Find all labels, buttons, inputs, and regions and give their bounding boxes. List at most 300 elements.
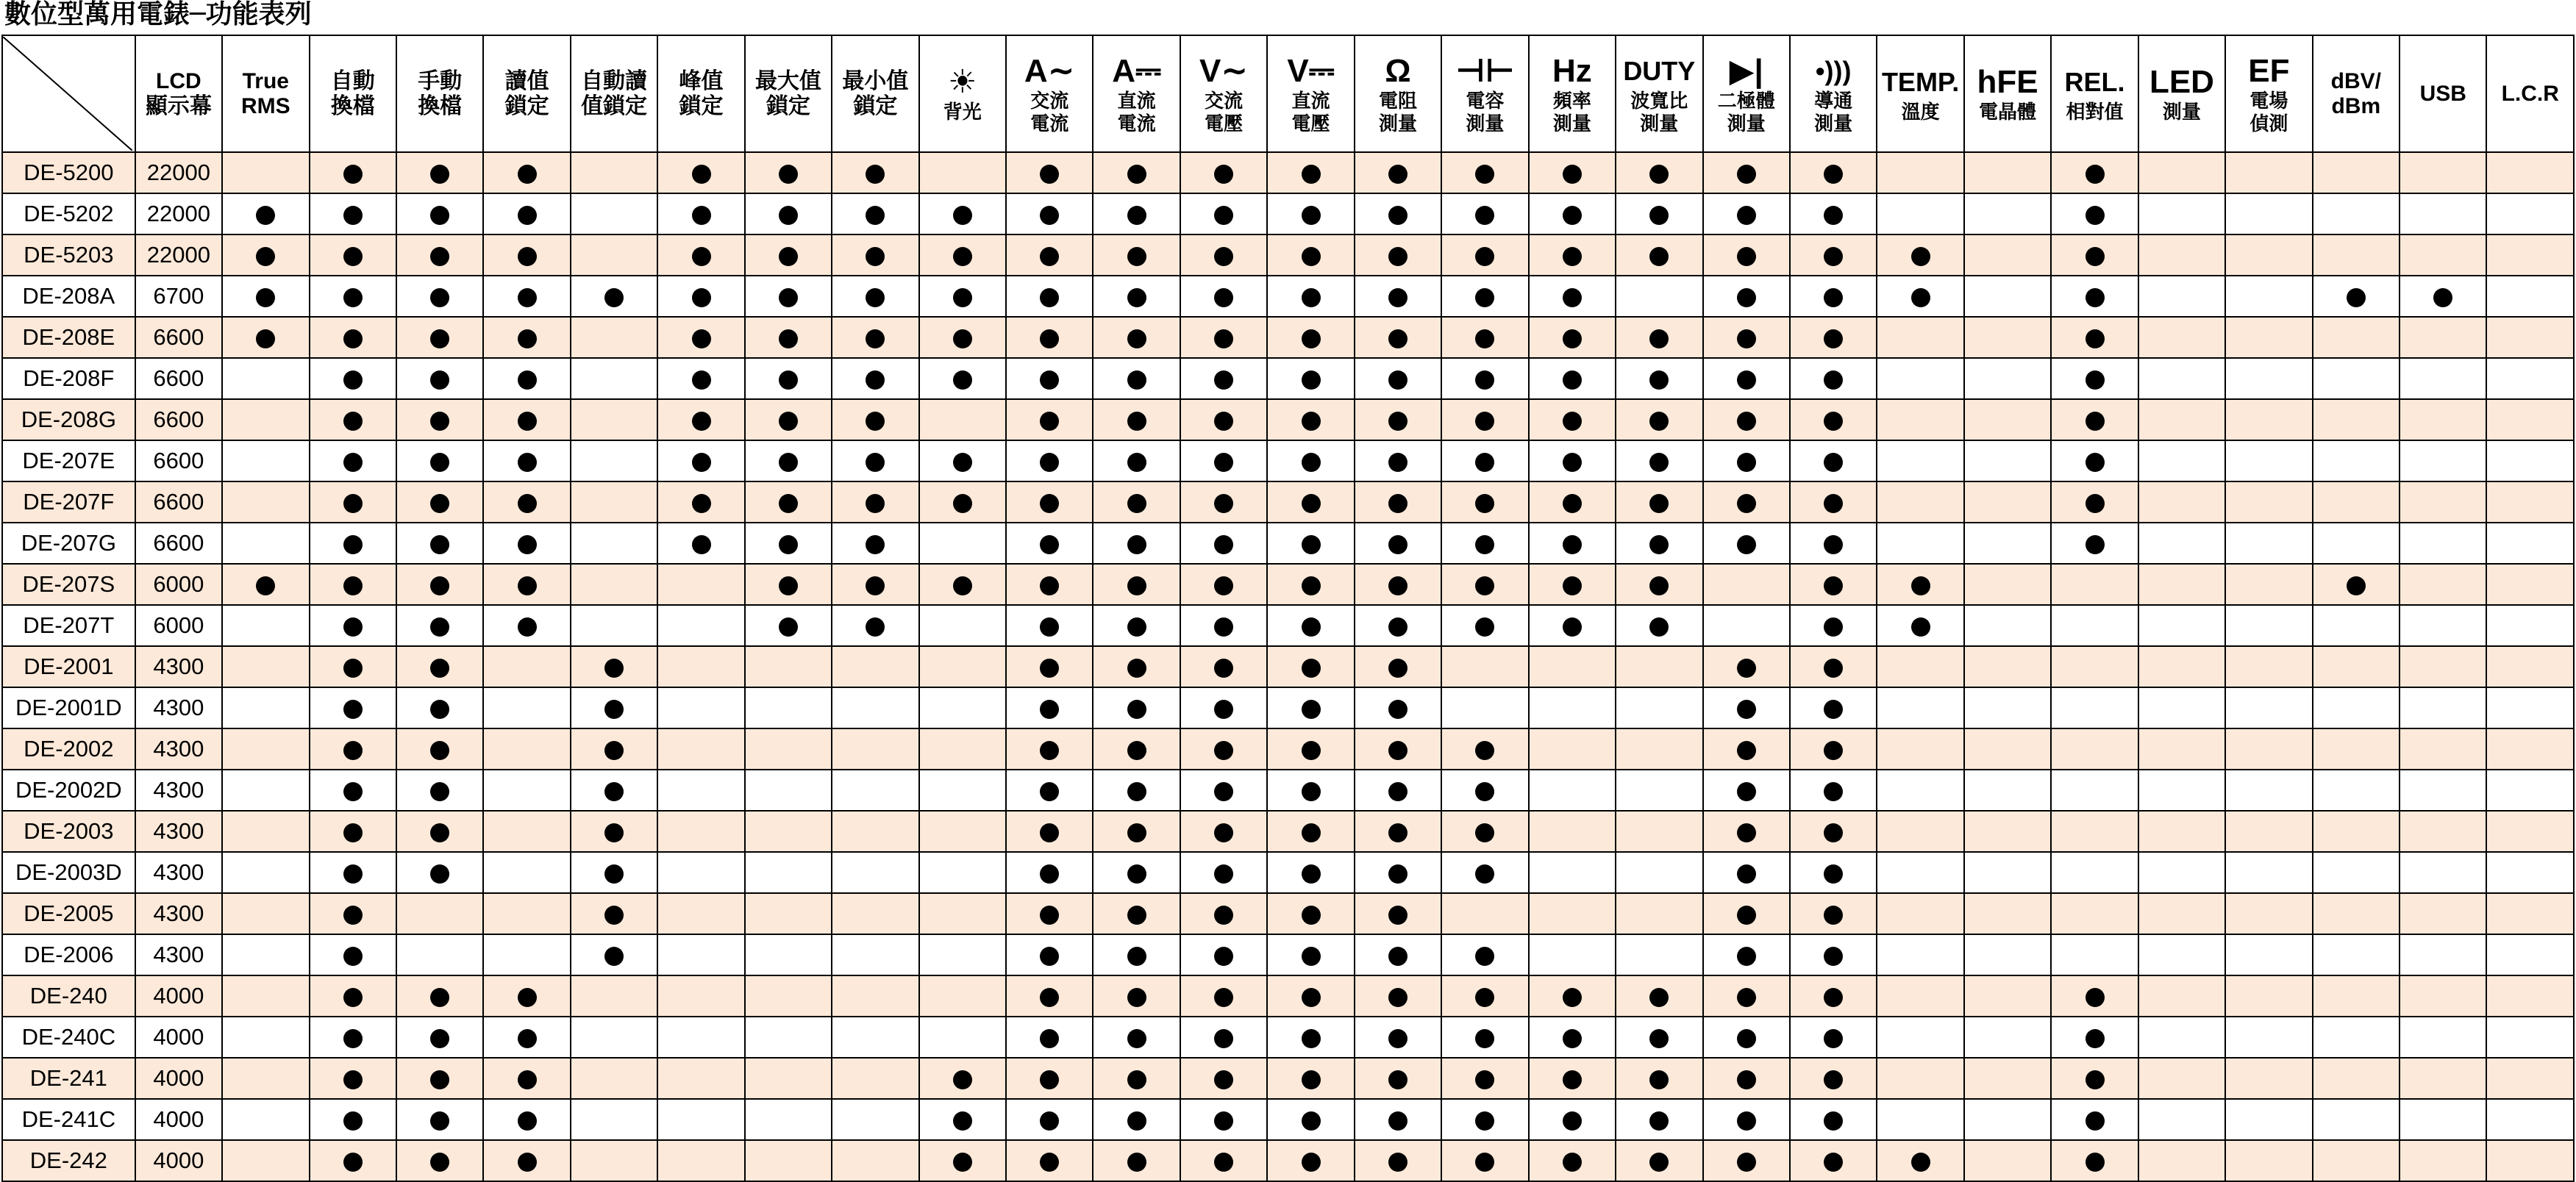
feature-cell-rel — [2051, 811, 2138, 852]
supported-dot-icon — [1302, 370, 1321, 390]
supported-dot-icon — [1388, 659, 1407, 678]
table-row — [2, 1099, 2574, 1140]
supported-dot-icon — [1737, 412, 1756, 431]
supported-dot-icon — [1824, 576, 1843, 595]
header-label: 波寬比 測量 — [1630, 89, 1688, 135]
feature-cell-acv — [1180, 317, 1267, 358]
feature-cell-rel — [2051, 646, 2138, 687]
feature-cell-backlight — [919, 975, 1006, 1017]
supported-dot-icon — [1040, 165, 1059, 184]
supported-dot-icon — [1475, 988, 1494, 1007]
feature-cell-dcv — [1267, 152, 1354, 193]
feature-cell-dbv — [2313, 1140, 2400, 1181]
supported-dot-icon — [1388, 453, 1407, 472]
feature-cell-dbv — [2313, 523, 2400, 564]
header-autohold — [571, 35, 657, 152]
feature-cell-aca — [1006, 975, 1093, 1017]
feature-cell-hold — [483, 1017, 570, 1058]
diagonal-line — [3, 37, 132, 151]
feature-cell-temp — [1877, 934, 1963, 975]
supported-dot-icon — [1302, 329, 1321, 348]
feature-cell-ef — [2225, 564, 2312, 605]
supported-dot-icon — [1214, 370, 1233, 390]
feature-cell-led — [2138, 152, 2225, 193]
feature-cell-truerms — [222, 399, 309, 440]
feature-cell-peak — [657, 193, 744, 234]
supported-dot-icon — [430, 659, 449, 678]
feature-cell-acv — [1180, 852, 1267, 893]
feature-cell-autohold — [571, 440, 657, 481]
feature-cell-hold — [483, 152, 570, 193]
supported-dot-icon — [343, 165, 363, 184]
model-cell: DE-242 — [2, 1140, 135, 1181]
supported-dot-icon — [1214, 617, 1233, 637]
feature-cell-min — [832, 317, 918, 358]
feature-cell-led — [2138, 934, 2225, 975]
feature-cell-autohold — [571, 193, 657, 234]
supported-dot-icon — [1127, 329, 1146, 348]
supported-dot-icon — [1475, 782, 1494, 801]
supported-dot-icon — [1302, 288, 1321, 307]
feature-cell-auto — [310, 399, 396, 440]
feature-cell-autohold — [571, 234, 657, 276]
supported-dot-icon — [1302, 1029, 1321, 1048]
supported-dot-icon — [692, 206, 711, 225]
feature-cell-hold — [483, 523, 570, 564]
supported-dot-icon — [1475, 247, 1494, 266]
supported-dot-icon — [1737, 247, 1756, 266]
feature-cell-max — [745, 1140, 832, 1181]
feature-cell-aca — [1006, 358, 1093, 399]
feature-cell-aca — [1006, 276, 1093, 317]
supported-dot-icon — [1475, 1029, 1494, 1048]
feature-cell-led — [2138, 481, 2225, 523]
feature-cell-autohold — [571, 481, 657, 523]
feature-cell-rel — [2051, 564, 2138, 605]
supported-dot-icon — [779, 247, 798, 266]
corner-cell — [2, 35, 135, 152]
feature-cell-min — [832, 440, 918, 481]
feature-cell-temp — [1877, 1058, 1963, 1099]
feature-cell-ef — [2225, 728, 2312, 770]
feature-cell-lcr — [2486, 728, 2574, 770]
feature-cell-aca — [1006, 399, 1093, 440]
dca-icon: A⎓ — [1112, 52, 1162, 89]
feature-cell-acv — [1180, 811, 1267, 852]
supported-dot-icon — [518, 1153, 537, 1172]
feature-cell-hfe — [1964, 317, 2051, 358]
feature-cell-diode — [1703, 770, 1790, 811]
feature-cell-backlight — [919, 852, 1006, 893]
feature-cell-backlight — [919, 811, 1006, 852]
model-cell: DE-2005 — [2, 893, 135, 934]
supported-dot-icon — [1127, 576, 1146, 595]
supported-dot-icon — [779, 370, 798, 390]
feature-cell-dcv — [1267, 1140, 1354, 1181]
feature-cell-backlight — [919, 1058, 1006, 1099]
feature-cell-backlight — [919, 770, 1006, 811]
feature-cell-duty — [1616, 152, 1702, 193]
feature-cell-dca — [1093, 399, 1180, 440]
supported-dot-icon — [1040, 494, 1059, 513]
feature-cell-ef — [2225, 358, 2312, 399]
feature-cell-temp — [1877, 1017, 1963, 1058]
header-lcr — [2486, 35, 2574, 152]
feature-cell-hold — [483, 1058, 570, 1099]
feature-cell-usb — [2400, 1140, 2486, 1181]
feature-cell-truerms — [222, 358, 309, 399]
supported-dot-icon — [604, 906, 624, 925]
header-auto — [310, 35, 396, 152]
supported-dot-icon — [1824, 494, 1843, 513]
feature-cell-rel — [2051, 1058, 2138, 1099]
feature-cell-ohm — [1355, 564, 1441, 605]
header-hz — [1529, 35, 1616, 152]
supported-dot-icon — [1649, 453, 1669, 472]
header-label: 二極體 測量 — [1717, 89, 1775, 135]
supported-dot-icon — [1911, 288, 1930, 307]
feature-cell-cap — [1441, 811, 1528, 852]
supported-dot-icon — [518, 617, 537, 637]
feature-cell-cont — [1790, 564, 1877, 605]
supported-dot-icon — [1737, 700, 1756, 719]
feature-cell-led — [2138, 770, 2225, 811]
feature-cell-ef — [2225, 975, 2312, 1017]
header-row — [2, 35, 2574, 152]
feature-cell-max — [745, 975, 832, 1017]
table-row — [2, 770, 2574, 811]
feature-cell-aca — [1006, 234, 1093, 276]
feature-cell-max — [745, 276, 832, 317]
lcd-count-cell: 22000 — [135, 193, 222, 234]
supported-dot-icon — [1214, 906, 1233, 925]
hz-icon: Hz — [1552, 52, 1592, 89]
feature-cell-autohold — [571, 728, 657, 770]
supported-dot-icon — [1475, 329, 1494, 348]
supported-dot-icon — [1824, 947, 1843, 966]
feature-cell-usb — [2400, 646, 2486, 687]
feature-cell-diode — [1703, 152, 1790, 193]
feature-cell-auto — [310, 770, 396, 811]
supported-dot-icon — [1475, 453, 1494, 472]
feature-cell-usb — [2400, 687, 2486, 728]
feature-cell-auto — [310, 1140, 396, 1181]
feature-cell-dcv — [1267, 687, 1354, 728]
header-max — [745, 35, 832, 152]
feature-cell-manual — [396, 687, 483, 728]
supported-dot-icon — [256, 206, 275, 225]
feature-cell-led — [2138, 523, 2225, 564]
supported-dot-icon — [343, 782, 363, 801]
feature-cell-dcv — [1267, 481, 1354, 523]
feature-cell-autohold — [571, 605, 657, 646]
supported-dot-icon — [779, 288, 798, 307]
supported-dot-icon — [692, 247, 711, 266]
supported-dot-icon — [779, 329, 798, 348]
feature-cell-hold — [483, 728, 570, 770]
feature-cell-min — [832, 234, 918, 276]
lcd-count-cell: 4000 — [135, 1058, 222, 1099]
feature-cell-dbv — [2313, 852, 2400, 893]
header-label: 頻率 測量 — [1552, 89, 1591, 135]
feature-cell-hfe — [1964, 1099, 2051, 1140]
supported-dot-icon — [518, 247, 537, 266]
supported-dot-icon — [1214, 823, 1233, 842]
feature-cell-hz — [1529, 1058, 1616, 1099]
feature-cell-ef — [2225, 481, 2312, 523]
feature-cell-led — [2138, 852, 2225, 893]
lcd-count-cell: 4300 — [135, 811, 222, 852]
supported-dot-icon — [1302, 864, 1321, 884]
supported-dot-icon — [1737, 782, 1756, 801]
lcd-count-cell: 4300 — [135, 646, 222, 687]
supported-dot-icon — [1127, 741, 1146, 760]
supported-dot-icon — [430, 247, 449, 266]
feature-cell-manual — [396, 605, 483, 646]
temp-icon: TEMP. — [1881, 67, 1960, 97]
feature-cell-backlight — [919, 1140, 1006, 1181]
feature-cell-backlight — [919, 728, 1006, 770]
supported-dot-icon — [1649, 206, 1669, 225]
supported-dot-icon — [1475, 288, 1494, 307]
feature-cell-backlight — [919, 440, 1006, 481]
feature-cell-led — [2138, 399, 2225, 440]
feature-cell-acv — [1180, 975, 1267, 1017]
feature-cell-peak — [657, 770, 744, 811]
feature-cell-led — [2138, 1140, 2225, 1181]
supported-dot-icon — [2086, 329, 2105, 348]
supported-dot-icon — [1040, 576, 1059, 595]
supported-dot-icon — [1388, 1029, 1407, 1048]
supported-dot-icon — [343, 288, 363, 307]
feature-cell-dbv — [2313, 893, 2400, 934]
supported-dot-icon — [518, 988, 537, 1007]
feature-cell-lcr — [2486, 1140, 2574, 1181]
supported-dot-icon — [1127, 617, 1146, 637]
supported-dot-icon — [518, 288, 537, 307]
supported-dot-icon — [430, 494, 449, 513]
feature-cell-ohm — [1355, 1099, 1441, 1140]
supported-dot-icon — [1824, 1070, 1843, 1089]
feature-cell-dcv — [1267, 811, 1354, 852]
feature-cell-aca — [1006, 934, 1093, 975]
feature-cell-max — [745, 317, 832, 358]
feature-cell-manual — [396, 893, 483, 934]
supported-dot-icon — [1388, 1111, 1407, 1131]
feature-cell-auto — [310, 728, 396, 770]
feature-cell-cont — [1790, 317, 1877, 358]
supported-dot-icon — [1737, 165, 1756, 184]
feature-cell-lcr — [2486, 276, 2574, 317]
supported-dot-icon — [953, 329, 972, 348]
header-duty — [1616, 35, 1702, 152]
feature-cell-cap — [1441, 646, 1528, 687]
feature-cell-cont — [1790, 152, 1877, 193]
feature-cell-hz — [1529, 852, 1616, 893]
feature-cell-usb — [2400, 852, 2486, 893]
feature-cell-min — [832, 728, 918, 770]
feature-cell-dca — [1093, 1140, 1180, 1181]
supported-dot-icon — [1214, 494, 1233, 513]
supported-dot-icon — [1563, 1153, 1582, 1172]
lcd-count-cell: 4000 — [135, 1017, 222, 1058]
supported-dot-icon — [692, 329, 711, 348]
feature-cell-temp — [1877, 646, 1963, 687]
feature-cell-truerms — [222, 852, 309, 893]
supported-dot-icon — [1040, 1029, 1059, 1048]
feature-cell-rel — [2051, 1017, 2138, 1058]
supported-dot-icon — [1388, 247, 1407, 266]
feature-cell-aca — [1006, 152, 1093, 193]
feature-cell-ef — [2225, 399, 2312, 440]
supported-dot-icon — [430, 1111, 449, 1131]
feature-cell-ef — [2225, 811, 2312, 852]
feature-cell-truerms — [222, 152, 309, 193]
feature-cell-aca — [1006, 1099, 1093, 1140]
feature-cell-duty — [1616, 481, 1702, 523]
supported-dot-icon — [518, 329, 537, 348]
header-hfe — [1964, 35, 2051, 152]
feature-cell-led — [2138, 440, 2225, 481]
supported-dot-icon — [1475, 535, 1494, 554]
feature-cell-dbv — [2313, 276, 2400, 317]
supported-dot-icon — [1649, 1153, 1669, 1172]
supported-dot-icon — [1824, 288, 1843, 307]
supported-dot-icon — [1302, 453, 1321, 472]
feature-cell-rel — [2051, 152, 2138, 193]
header-truerms — [222, 35, 309, 152]
supported-dot-icon — [1214, 165, 1233, 184]
feature-cell-diode — [1703, 481, 1790, 523]
supported-dot-icon — [1214, 412, 1233, 431]
feature-cell-truerms — [222, 1058, 309, 1099]
supported-dot-icon — [1388, 700, 1407, 719]
header-label: 交流 電壓 — [1205, 89, 1244, 135]
header-label: 背光 — [943, 101, 982, 123]
supported-dot-icon — [1824, 535, 1843, 554]
feature-cell-peak — [657, 934, 744, 975]
feature-cell-autohold — [571, 317, 657, 358]
feature-cell-diode — [1703, 317, 1790, 358]
feature-cell-temp — [1877, 687, 1963, 728]
supported-dot-icon — [343, 206, 363, 225]
feature-cell-autohold — [571, 358, 657, 399]
feature-cell-rel — [2051, 1099, 2138, 1140]
feature-cell-hold — [483, 564, 570, 605]
header-label: 手動 換檔 — [418, 68, 463, 118]
feature-cell-ohm — [1355, 934, 1441, 975]
feature-cell-auto — [310, 358, 396, 399]
feature-cell-auto — [310, 1099, 396, 1140]
feature-cell-aca — [1006, 1140, 1093, 1181]
supported-dot-icon — [1737, 1070, 1756, 1089]
feature-cell-diode — [1703, 893, 1790, 934]
feature-cell-min — [832, 811, 918, 852]
feature-cell-aca — [1006, 893, 1093, 934]
header-label: 自動 換檔 — [330, 68, 375, 118]
supported-dot-icon — [1302, 617, 1321, 637]
lcd-count-cell: 4300 — [135, 893, 222, 934]
feature-cell-cont — [1790, 687, 1877, 728]
supported-dot-icon — [1302, 947, 1321, 966]
supported-dot-icon — [1737, 329, 1756, 348]
feature-cell-backlight — [919, 1017, 1006, 1058]
supported-dot-icon — [1824, 700, 1843, 719]
supported-dot-icon — [256, 329, 275, 348]
supported-dot-icon — [1302, 247, 1321, 266]
feature-cell-acv — [1180, 1017, 1267, 1058]
feature-cell-cont — [1790, 770, 1877, 811]
feature-cell-led — [2138, 317, 2225, 358]
feature-cell-lcr — [2486, 605, 2574, 646]
feature-cell-rel — [2051, 605, 2138, 646]
feature-cell-hfe — [1964, 1017, 2051, 1058]
supported-dot-icon — [1737, 535, 1756, 554]
supported-dot-icon — [1388, 906, 1407, 925]
supported-dot-icon — [1388, 412, 1407, 431]
feature-cell-backlight — [919, 605, 1006, 646]
feature-cell-truerms — [222, 811, 309, 852]
feature-cell-led — [2138, 564, 2225, 605]
supported-dot-icon — [604, 288, 624, 307]
supported-dot-icon — [1649, 535, 1669, 554]
feature-cell-cap — [1441, 1058, 1528, 1099]
feature-cell-manual — [396, 1058, 483, 1099]
feature-cell-duty — [1616, 811, 1702, 852]
feature-cell-dcv — [1267, 358, 1354, 399]
feature-cell-duty — [1616, 1017, 1702, 1058]
feature-cell-auto — [310, 523, 396, 564]
feature-cell-rel — [2051, 852, 2138, 893]
feature-cell-lcr — [2486, 934, 2574, 975]
feature-cell-min — [832, 1058, 918, 1099]
supported-dot-icon — [1127, 659, 1146, 678]
feature-cell-cont — [1790, 934, 1877, 975]
supported-dot-icon — [1475, 864, 1494, 884]
supported-dot-icon — [343, 1153, 363, 1172]
feature-cell-truerms — [222, 728, 309, 770]
feature-cell-aca — [1006, 1017, 1093, 1058]
supported-dot-icon — [1040, 412, 1059, 431]
lcd-count-cell: 22000 — [135, 234, 222, 276]
supported-dot-icon — [1214, 247, 1233, 266]
supported-dot-icon — [953, 453, 972, 472]
feature-cell-diode — [1703, 1099, 1790, 1140]
feature-cell-usb — [2400, 440, 2486, 481]
supported-dot-icon — [1737, 947, 1756, 966]
feature-cell-temp — [1877, 893, 1963, 934]
supported-dot-icon — [1737, 206, 1756, 225]
supported-dot-icon — [430, 1070, 449, 1089]
table-row — [2, 1140, 2574, 1181]
supported-dot-icon — [343, 1029, 363, 1048]
feature-cell-aca — [1006, 1058, 1093, 1099]
supported-dot-icon — [1302, 700, 1321, 719]
feature-cell-dca — [1093, 276, 1180, 317]
feature-cell-dbv — [2313, 1099, 2400, 1140]
feature-cell-usb — [2400, 193, 2486, 234]
supported-dot-icon — [1649, 1029, 1669, 1048]
feature-cell-dca — [1093, 934, 1180, 975]
supported-dot-icon — [1127, 988, 1146, 1007]
feature-cell-aca — [1006, 728, 1093, 770]
supported-dot-icon — [1302, 206, 1321, 225]
feature-cell-peak — [657, 564, 744, 605]
supported-dot-icon — [1388, 206, 1407, 225]
feature-cell-manual — [396, 852, 483, 893]
supported-dot-icon — [953, 1153, 972, 1172]
feature-cell-dca — [1093, 687, 1180, 728]
